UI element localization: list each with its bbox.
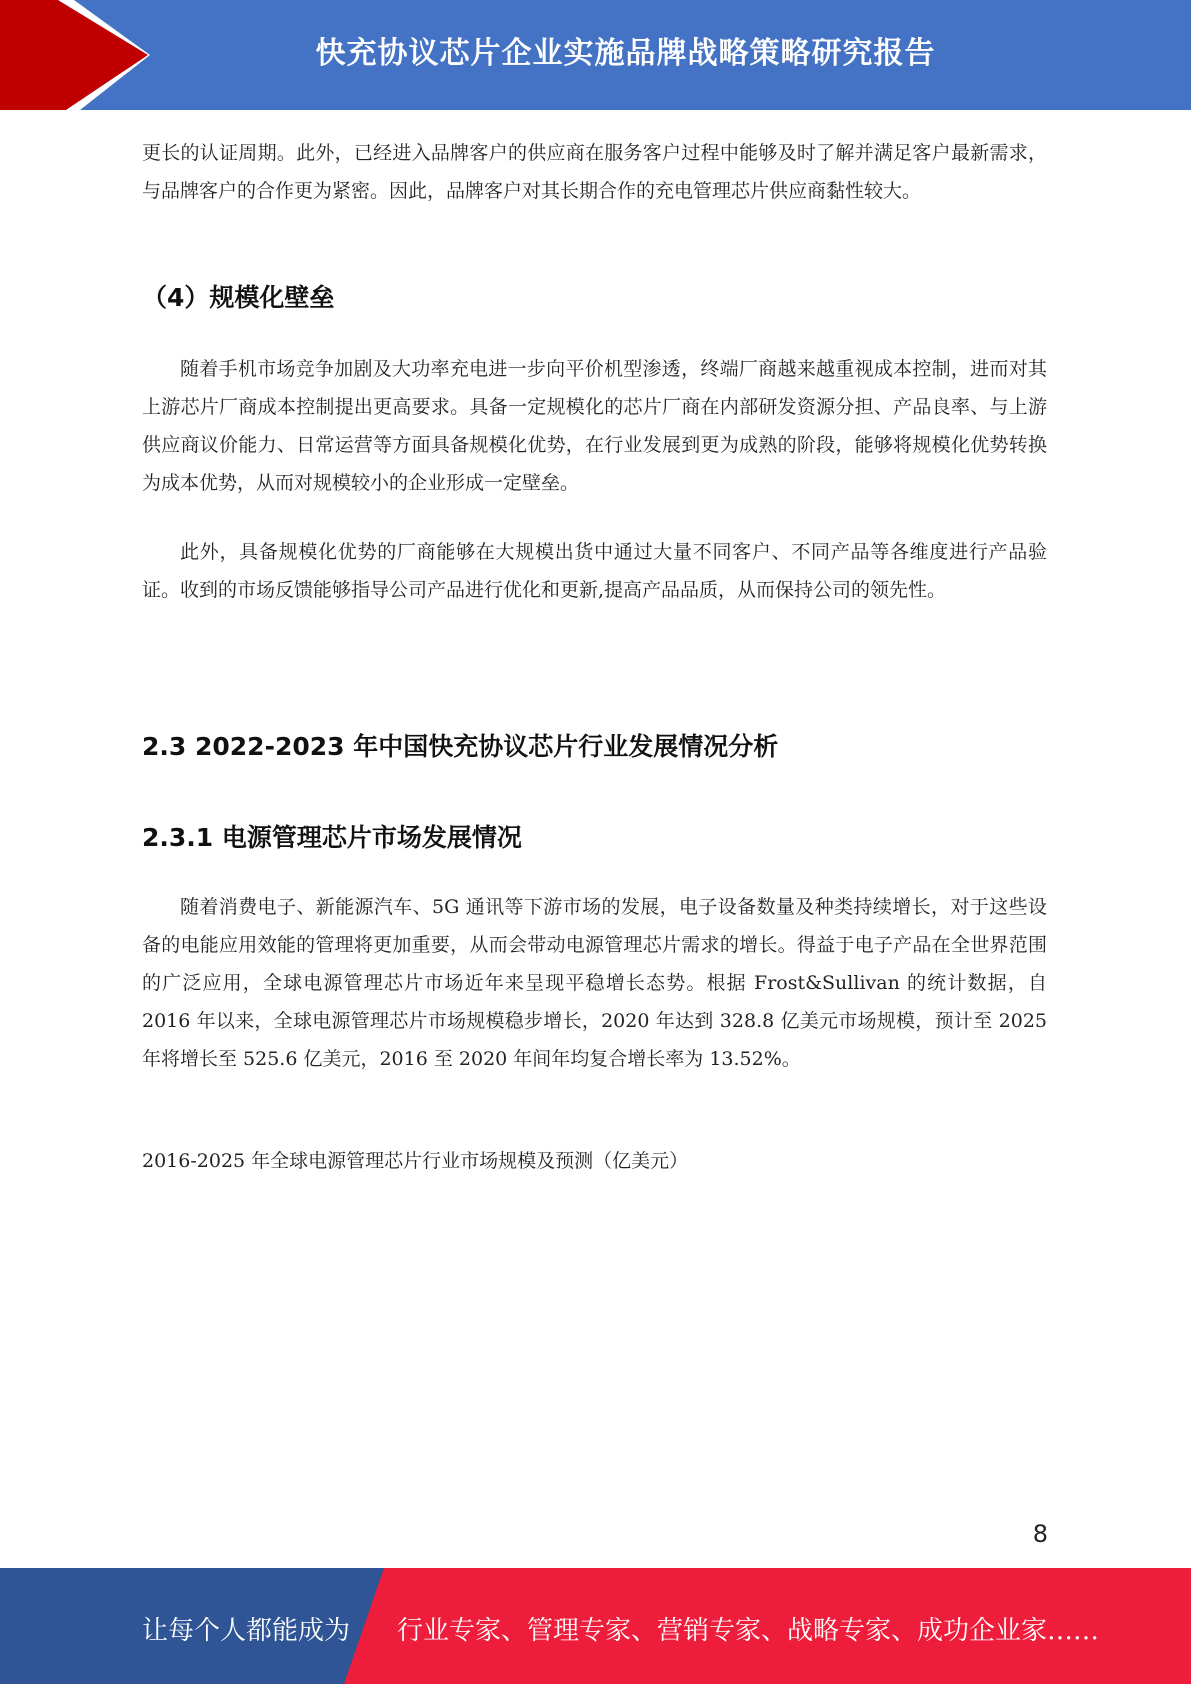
section-heading-2-3-1: 2.3.1 电源管理芯片市场发展情况: [142, 823, 522, 852]
report-title: 快充协议芯片企业实施品牌战略策略研究报告: [315, 36, 936, 71]
chart-caption: 2016-2025 年全球电源管理芯片行业市场规模及预测（亿美元）: [142, 1150, 689, 1172]
paragraph-scale-1: 随着手机市场竞争加剧及大功率充电进一步向平价机型渗透，终端厂商越来越重视成本控制，进而对其上游芯片厂商成本控制提出更高要求。具备一定规模化的芯片厂商在内部研发资源分担、产品良率、与上游供应商议价能力、日常运营等方面具备规模化优势，在行业发展到更为成熟的阶段，能够将规模化优势转换为成本优势，从而对规模较小的企业形成一定壁垒。: [142, 358, 1047, 494]
paragraph-scale-2: 此外，具备规模化优势的厂商能够在大规模出货中通过大量不同客户、不同产品等各维度进行产品验证。收到的市场反馈能够指导公司产品进行优化和更新,提高产品品质，从而保持公司的领先性。: [142, 541, 1047, 601]
paragraph-intro: 更长的认证周期。此外，已经进入品牌客户的供应商在服务客户过程中能够及时了解并满足客户最新需求，与品牌客户的合作更为紧密。因此，品牌客户对其长期合作的充电管理芯片供应商黏性较大。: [142, 142, 1047, 202]
footer-slogan-right: 行业专家、管理专家、营销专家、战略专家、成功企业家……: [397, 1616, 1100, 1646]
footer-slogan-left: 让每个人都能成为: [142, 1616, 351, 1646]
paragraph-power-management: 随着消费电子、新能源汽车、5G 通讯等下游市场的发展，电子设备数量及种类持续增长，对于这些设备的电能应用效能的管理将更加重要，从而会带动电源管理芯片需求的增长。得益于电子产品在全世界范围的广泛应用，全球电源管理芯片市场近年来呈现平稳增长态势。根据 Frost&Sullivan 的统计数据，自 2016 年以来，全球电源管理芯片市场规模稳步增长，2020 年达到 328.8 亿美元市场规模，预计至 2025 年将增长至 525.6 亿美元，2016 至 2020 年间年均复合增长率为 13.52%。: [142, 896, 1047, 1070]
footer-banner: [0, 1568, 1191, 1684]
section-heading-2-3: 2.3 2022-2023 年中国快充协议芯片行业发展情况分析: [142, 732, 779, 761]
header-banner: [0, 0, 1191, 110]
subheading-scale-barrier: （4）规模化壁垒: [142, 283, 335, 312]
page-number: 8: [1032, 1520, 1048, 1548]
